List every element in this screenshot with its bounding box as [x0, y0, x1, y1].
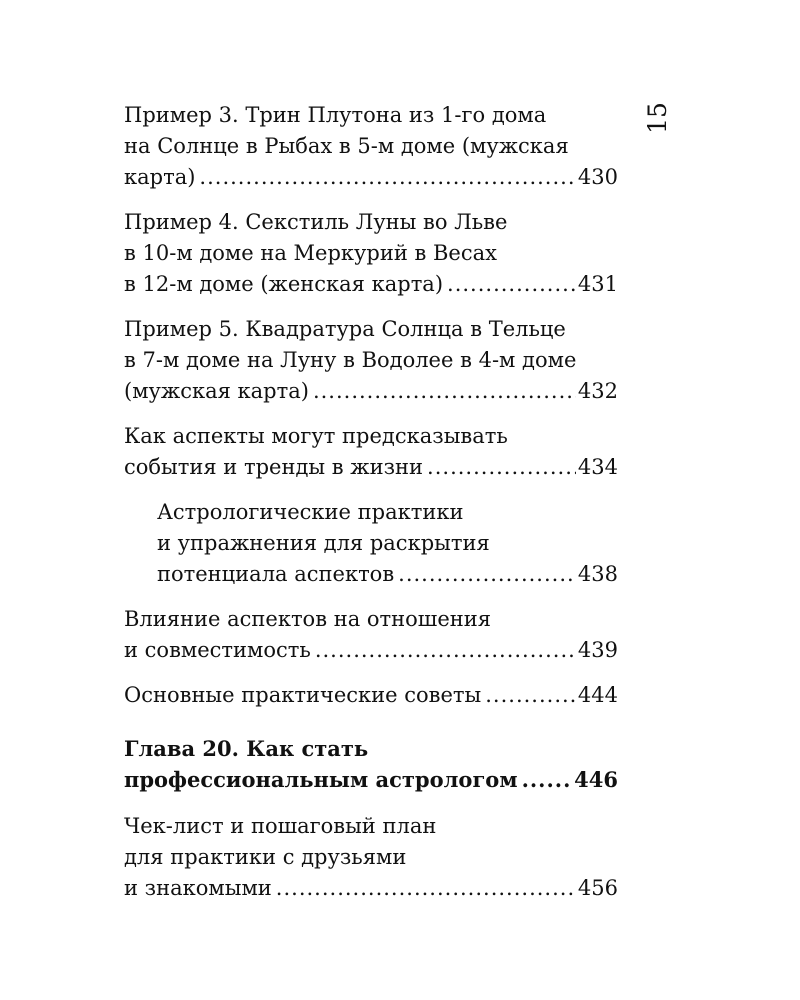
- toc-entry-line: (мужская карта): [124, 379, 309, 403]
- toc-entry-line: Как аспекты могут предсказывать: [124, 424, 508, 448]
- toc-entry-last-line: [157, 559, 618, 590]
- toc-entry-page: 456: [577, 876, 618, 900]
- dot-leader: [199, 162, 575, 193]
- toc-entry-last-line: [124, 162, 618, 193]
- toc-entry-line: на Солнце в Рыбах в 5-м доме (мужская: [124, 134, 569, 158]
- toc-entry-line: Пример 4. Секстиль Луны во Льве: [124, 210, 508, 234]
- toc-entry-relationships: [124, 604, 618, 666]
- dot-leader: [427, 452, 576, 483]
- toc-entry-line: в 7-м доме на Луну в Водолее в 4-м доме: [124, 348, 577, 372]
- dot-leader: [398, 559, 576, 590]
- toc-entry-page: 434: [577, 455, 618, 479]
- toc-chapter-20: [124, 733, 618, 795]
- toc-entry-page: 446: [574, 767, 618, 792]
- page-number: 15: [643, 102, 672, 134]
- toc-entry-page: 432: [577, 379, 618, 403]
- toc-entry-line: Чек-лист и пошаговый план: [124, 814, 437, 838]
- toc-entry-line: Астрологические практики: [157, 500, 464, 524]
- toc-entry-line: для практики с друзьями: [124, 845, 407, 869]
- toc-entry-last-line: [124, 635, 618, 666]
- toc-entry-checklist: [124, 811, 618, 904]
- dot-leader: [276, 873, 576, 904]
- toc-entry-last-line: [124, 452, 618, 483]
- toc-entry-page: 431: [577, 272, 618, 296]
- toc-entry-line: в 12-м доме (женская карта): [124, 272, 444, 296]
- toc-entry-line: и знакомыми: [124, 876, 272, 900]
- toc-entry-example-5: [124, 314, 618, 407]
- toc-chapter-line: Глава 20. Как стать: [124, 736, 369, 761]
- dot-leader: [315, 635, 576, 666]
- dot-leader: [522, 764, 573, 795]
- toc-entry-line: Влияние аспектов на отношения: [124, 607, 491, 631]
- toc-entry-practical-advice: [124, 680, 618, 711]
- toc-entry-line: Пример 3. Трин Плутона из 1-го дома: [124, 103, 547, 127]
- toc-entry-example-4: [124, 207, 618, 300]
- toc-entry-line: события и тренды в жизни: [124, 455, 424, 479]
- toc-entry-aspects-predict: [124, 421, 618, 483]
- toc-entry-line: карта): [124, 165, 196, 189]
- toc-entry-page: 439: [577, 638, 618, 662]
- table-of-contents: [124, 100, 618, 918]
- toc-entry-example-3: [124, 100, 618, 193]
- toc-entry-line: и упражнения для раскрытия: [157, 531, 490, 555]
- dot-leader: [485, 680, 576, 711]
- toc-entry-last-line: [124, 680, 618, 711]
- toc-entry-line: и совместимость: [124, 638, 311, 662]
- toc-chapter-line: профессиональным астрологом: [124, 767, 518, 792]
- toc-entry-last-line: [124, 873, 618, 904]
- toc-entry-page: 430: [577, 165, 618, 189]
- toc-entry-line: в 10-м доме на Меркурий в Весах: [124, 241, 497, 265]
- toc-entry-last-line: [124, 764, 618, 795]
- dot-leader: [313, 376, 576, 407]
- toc-entry-page: 438: [577, 562, 618, 586]
- toc-entry-last-line: [124, 376, 618, 407]
- toc-entry-astrological-practices: [124, 497, 618, 590]
- toc-entry-last-line: [124, 269, 618, 300]
- toc-entry-page: 444: [577, 683, 618, 707]
- dot-leader: [447, 269, 576, 300]
- toc-entry-line: потенциала аспектов: [157, 562, 395, 586]
- toc-entry-line: Основные практические советы: [124, 683, 482, 707]
- toc-entry-line: Пример 5. Квадратура Солнца в Тельце: [124, 317, 566, 341]
